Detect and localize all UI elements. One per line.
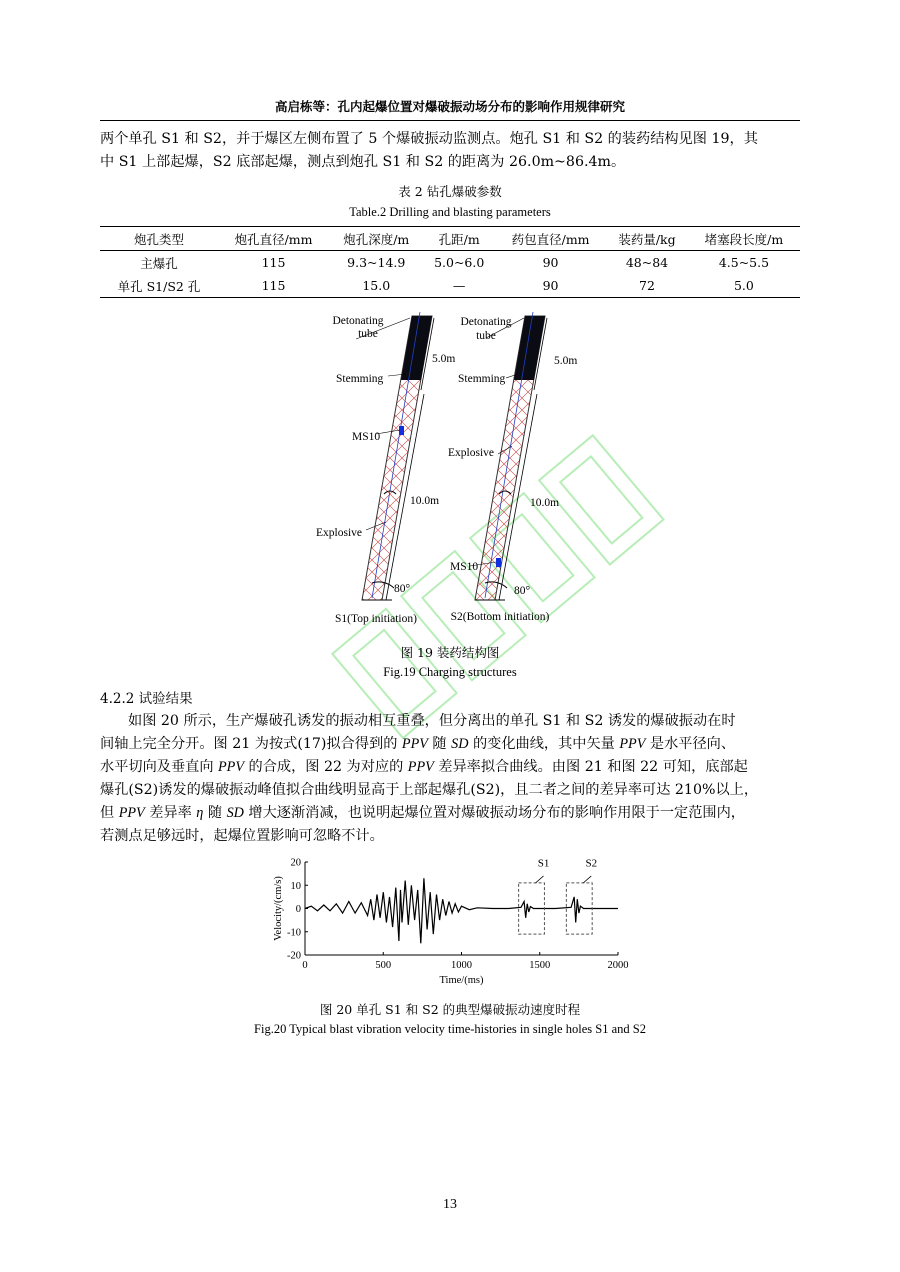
ppv-term: PPV (619, 736, 646, 752)
label-detonating-tube-s2-l2: tube (476, 330, 496, 342)
sd-term: SD (226, 805, 244, 821)
table-row (100, 251, 800, 275)
ppv-term: PPV (401, 736, 428, 752)
label-s2-bottom-initiation: S2(Bottom initiation) (450, 611, 550, 623)
table-cell: 72 (606, 274, 688, 298)
ms10-detonator-s2 (496, 558, 501, 567)
text: 但 (100, 805, 119, 821)
table-header-cell: 炮孔类型 (100, 227, 218, 251)
x-tick-label: 2000 (607, 960, 629, 971)
table-cell: 48~84 (625, 255, 669, 270)
running-title: 高启栋等：孔内起爆位置对爆破振动场分布的影响作用规律研究 (274, 99, 625, 114)
text: 间轴上完全分开。图 21 为按式(17)拟合得到的 (100, 736, 402, 752)
text: 是水平径向、 (645, 736, 736, 752)
y-tick-label: -10 (287, 927, 301, 939)
table-cell: 115 (218, 274, 329, 298)
ppv-term: PPV (407, 759, 434, 775)
drilling-parameters-table (100, 226, 800, 298)
table-cell: 4.5~5.5 (718, 255, 770, 270)
text: 随 (427, 736, 452, 752)
hole-s1-diagram (356, 312, 434, 600)
label-angle-s1: 80° (394, 583, 411, 595)
results-line-5 (100, 802, 800, 825)
y-tick-label: 20 (290, 857, 301, 869)
intro-line-2: 中 S1 上部起爆，S2 底部起爆，测点到炮孔 S1 和 S2 的距离为 26.0m~86.4m。 (100, 154, 626, 170)
label-explosive-s1: Explosive (316, 527, 362, 539)
table-header-cell: 炮孔直径/mm (218, 227, 329, 251)
figure-20-caption-en: Fig.20 Typical blast vibration velocity time-histories in single holes S1 and S2 (254, 1022, 646, 1036)
label-explosive-s2: Explosive (448, 447, 494, 459)
header-rule (100, 120, 800, 121)
table-cell: 9.3~14.9 (347, 255, 406, 270)
table-cell: 15.0 (329, 274, 423, 298)
page-number: 13 (443, 1197, 457, 1212)
text: 随 (203, 805, 227, 821)
annotation-label-s1: S1 (537, 857, 550, 870)
ppv-term: PPV (218, 759, 245, 775)
y-tick-label: 0 (295, 904, 301, 915)
label-length-10m-s2: 10.0m (530, 497, 560, 509)
section-heading: 4.2.2 试验结果 (100, 691, 193, 707)
table-cell: — (423, 274, 495, 298)
ms10-detonator-s1 (399, 426, 404, 435)
table-header-cell: 装药量/kg (606, 227, 688, 251)
label-length-5m-s2: 5.0m (554, 355, 578, 367)
table-cell: 90 (495, 274, 606, 298)
label-stemming-s1: Stemming (336, 373, 384, 385)
x-tick-label: 500 (375, 960, 392, 971)
table-cell: 90 (542, 255, 559, 270)
text: 增大逐渐消减，也说明起爆位置对爆破振动场分布的影响作用限于一定范围内， (243, 805, 745, 821)
annotation-label-s2: S2 (585, 857, 598, 870)
figure-20-caption-cn: 图 20 单孔 S1 和 S2 的典型爆破振动速度时程 (319, 1002, 581, 1017)
text: 水平切向及垂直向 (100, 759, 219, 775)
text: 差异率拟合曲线。由图 21 和图 22 可知，底部起 (433, 759, 748, 775)
label-s1-top-initiation: S1(Top initiation) (335, 613, 417, 625)
table-header-cell: 炮孔深度/m (329, 227, 423, 251)
table-caption-cn: 表 2 钻孔爆破参数 (398, 184, 502, 199)
figure-19-caption-cn: 图 19 装药结构图 (400, 645, 500, 660)
y-tick-label: 10 (290, 880, 301, 892)
velocity-series-line (305, 878, 618, 943)
label-ms10-s2: MS10 (450, 561, 479, 573)
results-line-1: 如图 20 所示，生产爆破孔诱发的振动相互重叠，但分离出的单孔 S1 和 S2 诱发的爆破振动在时 (128, 713, 736, 729)
table-header-cell: 药包直径/mm (495, 227, 606, 251)
x-tick-label: 1000 (451, 960, 472, 971)
results-line-4: 爆孔(S2)诱发的爆破振动峰值拟合曲线明显高于上部起爆孔(S2)，且二者之间的差异率可达 210%以上， (100, 782, 759, 798)
table-caption-en: Table.2 Drilling and blasting parameters (349, 205, 551, 219)
y-axis-label: Velocity/(cm/s) (273, 876, 284, 941)
label-detonating-tube-s1-l2: tube (358, 328, 378, 340)
sd-term: SD (451, 736, 469, 752)
table-header-row (100, 227, 800, 251)
table-header-cell: 堵塞段长度/m (688, 227, 800, 251)
intro-paragraph (100, 128, 800, 174)
results-line-3 (100, 756, 800, 779)
table-header-cell: 孔距/m (423, 227, 495, 251)
label-length-5m-s1: 5.0m (432, 353, 456, 365)
y-tick-label: -20 (287, 950, 301, 962)
label-length-10m-s1: 10.0m (410, 495, 440, 507)
figure-19-charging-structures (300, 308, 600, 638)
results-paragraph (100, 710, 800, 848)
table-cell: 5.0~6.0 (434, 255, 485, 270)
text: 差异率 (144, 805, 197, 821)
table-cell: 主爆孔 (140, 255, 178, 271)
label-angle-s2: 80° (514, 585, 531, 597)
figure-20-velocity-chart (260, 852, 640, 992)
text: 的合成，图 22 为对应的 (244, 759, 408, 775)
results-line-2 (100, 733, 800, 756)
intro-line-1: 两个单孔 S1 和 S2，并于爆区左侧布置了 5 个爆破振动监测点。炮孔 S1 和 S2 的装药结构见图 19，其 (100, 131, 758, 147)
label-stemming-s2: Stemming (458, 373, 506, 385)
annotation-leader (583, 876, 591, 883)
label-detonating-tube-s2-l1: Detonating (460, 316, 512, 328)
x-tick-label: 0 (302, 960, 308, 971)
eta-symbol: η (196, 805, 204, 821)
chart-plot-area (305, 858, 618, 944)
annotation-leader (536, 876, 544, 883)
results-line-6: 若测点足够远时，起爆位置影响可忽略不计。 (100, 828, 384, 844)
table-row (100, 274, 800, 298)
label-ms10-s1: MS10 (352, 431, 381, 443)
ppv-term: PPV (118, 805, 145, 821)
label-detonating-tube-s1-l1: Detonating (332, 315, 384, 327)
x-tick-label: 1500 (529, 960, 551, 971)
table-cell: 单孔 S1/S2 孔 (100, 274, 218, 298)
table-cell: 115 (261, 255, 286, 270)
table-cell: 5.0 (688, 274, 800, 298)
figure-19-caption-en: Fig.19 Charging structures (383, 665, 517, 679)
x-axis-label: Time/(ms) (439, 975, 484, 986)
text: 的变化曲线，其中矢量 (468, 736, 620, 752)
